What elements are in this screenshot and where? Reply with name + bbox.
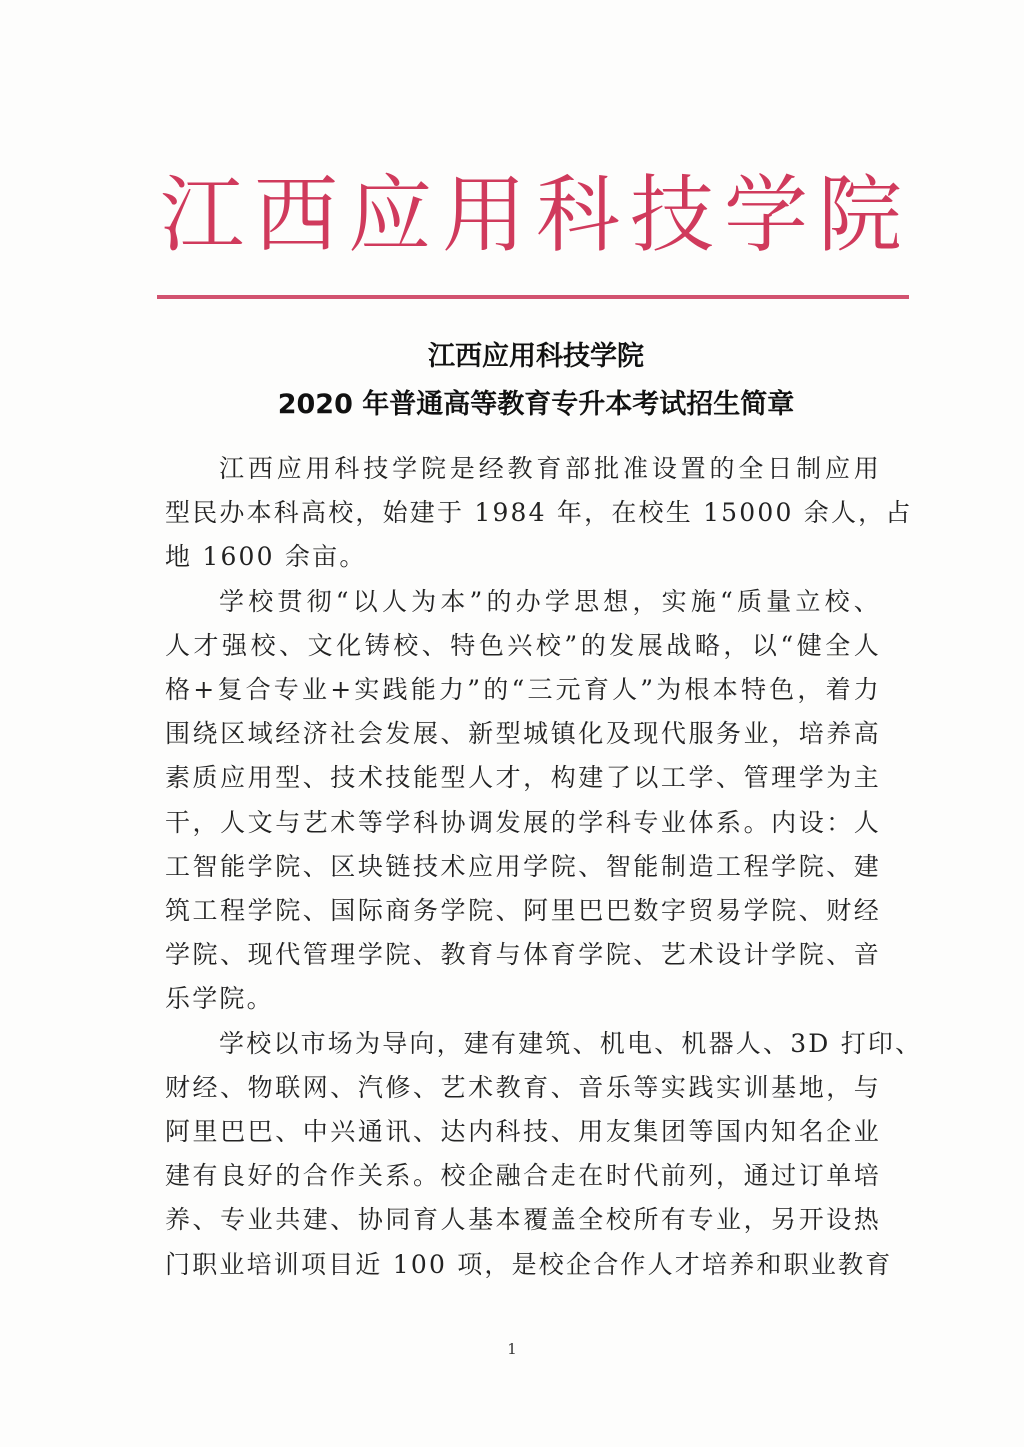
- body-line: 江西应用科技学院是经教育部批准设置的全日制应用: [219, 454, 881, 483]
- body-line: 工智能学院、区块链技术应用学院、智能制造工程学院、建: [165, 851, 881, 881]
- document-body: [165, 447, 923, 1287]
- body-line: 人才强校、文化铸校、特色兴校”的发展战略，以“健全人: [165, 630, 881, 660]
- body-line: 学校以市场为导向，建有建筑、机电、机器人、3D 打印、: [219, 1028, 923, 1058]
- body-line: 素质应用型、技术技能型人才，构建了以工学、管理学为主: [165, 763, 881, 793]
- page-number: 1: [507, 1340, 517, 1358]
- body-line: 地 1600 余亩。: [165, 542, 367, 572]
- body-line: 围绕区域经济社会发展、新型城镇化及现代服务业，培养高: [165, 719, 881, 749]
- body-line: 阿里巴巴、中兴通讯、达内科技、用友集团等国内知名企业: [165, 1117, 881, 1147]
- body-line: 学院、现代管理学院、教育与体育学院、艺术设计学院、音: [165, 940, 881, 970]
- doc-title-line-2: 2020 年普通高等教育专升本考试招生简章: [277, 389, 795, 420]
- body-line: 型民办本科高校，始建于 1984 年，在校生 15000 余人，占: [165, 498, 913, 528]
- body-line: 养、专业共建、协同育人基本覆盖全校所有专业，另开设热: [165, 1205, 881, 1235]
- masthead-rule: [157, 295, 909, 299]
- body-line: 筑工程学院、国际商务学院、阿里巴巴数字贸易学院、财经: [165, 896, 881, 926]
- body-line: 建有良好的合作关系。校企融合走在时代前列，通过订单培: [165, 1161, 881, 1191]
- masthead-title: 江西应用科技学院: [160, 166, 913, 264]
- body-line: 财经、物联网、汽修、艺术教育、音乐等实践实训基地，与: [165, 1072, 881, 1102]
- body-line: 学校贯彻“以人为本”的办学思想，实施“质量立校、: [219, 586, 881, 616]
- body-line: 门职业培训项目近 100 项，是校企合作人才培养和职业教育: [165, 1249, 893, 1279]
- body-line: 干，人文与艺术等学科协调发展的学科专业体系。内设：人: [165, 807, 881, 837]
- body-line: 格+复合专业+实践能力”的“三元育人”为根本特色，着力: [165, 675, 881, 705]
- doc-title-line-1: 江西应用科技学院: [428, 341, 644, 372]
- body-line: 乐学院。: [165, 984, 274, 1014]
